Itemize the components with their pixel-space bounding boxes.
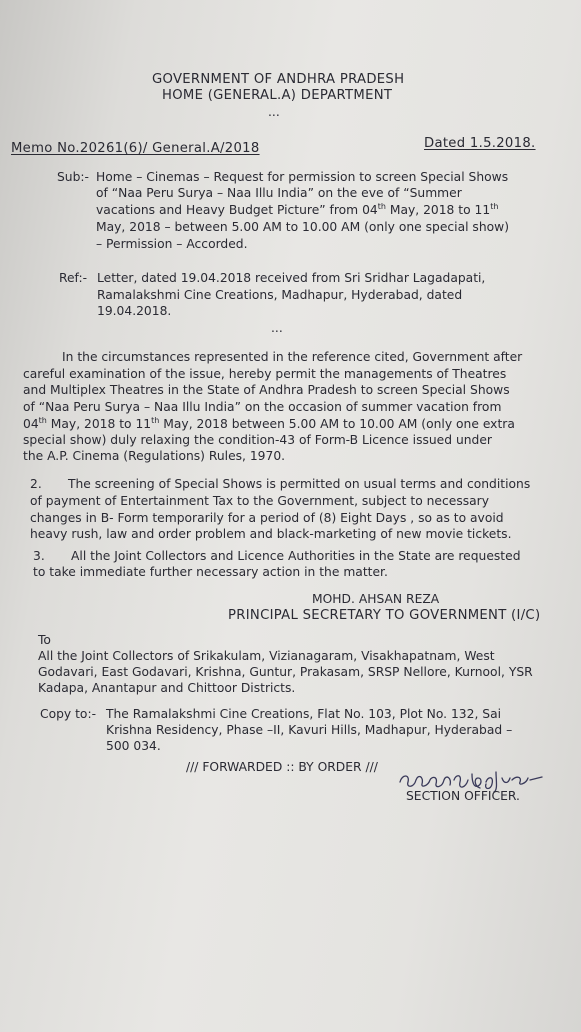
copy-to-line: Krishna Residency, Phase –II, Kavuri Hills, Madhapur, Hyderabad – <box>106 723 513 737</box>
paragraph-1-line: and Multiplex Theatres in the State of Andhra Pradesh to screen Special Shows <box>23 383 510 397</box>
paragraph-3-line: All the Joint Collectors and Licence Authorities in the State are requested <box>71 549 521 563</box>
subject-line: May, 2018 – between 5.00 AM to 10.00 AM (only one special show) <box>96 220 510 234</box>
to-line: Kadapa, Anantapur and Chittoor Districts. <box>38 681 296 695</box>
subject-line: vacations and Heavy Budget Picture” from 04th May, 2018 to 11th <box>96 201 499 217</box>
paragraph-1-line: of “Naa Peru Surya – Naa Illu India” on the occasion of summer vacation from <box>23 400 502 414</box>
header-dots: ... <box>268 105 280 119</box>
copy-to-line: The Ramalakshmi Cine Creations, Flat No. 103, Plot No. 132, Sai <box>106 707 502 721</box>
paragraph-2-line: changes in B- Form temporarily for a period of (8) Eight Days , so as to avoid <box>30 511 504 525</box>
paragraph-2-line: The screening of Special Shows is permitted on usual terms and conditions <box>68 477 531 491</box>
memo-date: Dated 1.5.2018. <box>424 136 536 151</box>
paragraph-1-line: In the circumstances represented in the reference cited, Government after <box>62 350 523 364</box>
subject-line: of “Naa Peru Surya – Naa Illu India” on the eve of “Summer <box>96 186 462 200</box>
copy-to-line: 500 034. <box>106 739 161 753</box>
section-officer: SECTION OFFICER. <box>406 789 520 803</box>
paragraph-2-number: 2. <box>30 477 42 491</box>
copy-to-label: Copy to:- <box>40 707 97 721</box>
reference-dots: ... <box>271 321 283 335</box>
header-department: HOME (GENERAL.A) DEPARTMENT <box>162 88 393 103</box>
subject-line: Home – Cinemas – Request for permission to screen Special Shows <box>96 170 509 184</box>
forwarded-by-order: /// FORWARDED :: BY ORDER /// <box>186 760 378 774</box>
subject-line: – Permission – Accorded. <box>96 237 248 251</box>
paragraph-1-line: special show) duly relaxing the condition-43 of Form-B Licence issued under <box>23 433 492 447</box>
memo-number: Memo No.20261(6)/ General.A/2018 <box>11 141 260 156</box>
paragraph-1-line: careful examination of the issue, hereby permit the managements of Theatres <box>23 367 507 381</box>
paragraph-2-line: of payment of Entertainment Tax to the Government, subject to necessary <box>30 494 489 508</box>
paragraph-2-line: heavy rush, law and order problem and black-marketing of new movie tickets. <box>30 527 512 541</box>
paragraph-3-line: to take immediate further necessary action in the matter. <box>33 565 388 579</box>
reference-label: Ref:- <box>59 271 88 285</box>
paragraph-1-line: 04th May, 2018 to 11th May, 2018 between 5.00 AM to 10.00 AM (only one extra <box>23 415 515 431</box>
header-government: GOVERNMENT OF ANDHRA PRADESH <box>152 72 405 87</box>
signatory-title: PRINCIPAL SECRETARY TO GOVERNMENT (I/C) <box>228 608 541 623</box>
signatory-name: MOHD. AHSAN REZA <box>312 592 440 606</box>
reference-line: Letter, dated 19.04.2018 received from Sri Sridhar Lagadapati, <box>97 271 486 285</box>
reference-line: Ramalakshmi Cine Creations, Madhapur, Hyderabad, dated <box>97 288 463 302</box>
paragraph-1-line: the A.P. Cinema (Regulations) Rules, 1970. <box>23 449 286 463</box>
reference-line: 19.04.2018. <box>97 304 172 318</box>
to-line: All the Joint Collectors of Srikakulam, Vizianagaram, Visakhapatnam, West <box>38 649 495 663</box>
paragraph-3-number: 3. <box>33 549 45 563</box>
subject-label: Sub:- <box>57 170 89 184</box>
to-label: To <box>38 633 51 647</box>
to-line: Godavari, East Godavari, Krishna, Guntur, Prakasam, SRSP Nellore, Kurnool, YSR <box>38 665 533 679</box>
